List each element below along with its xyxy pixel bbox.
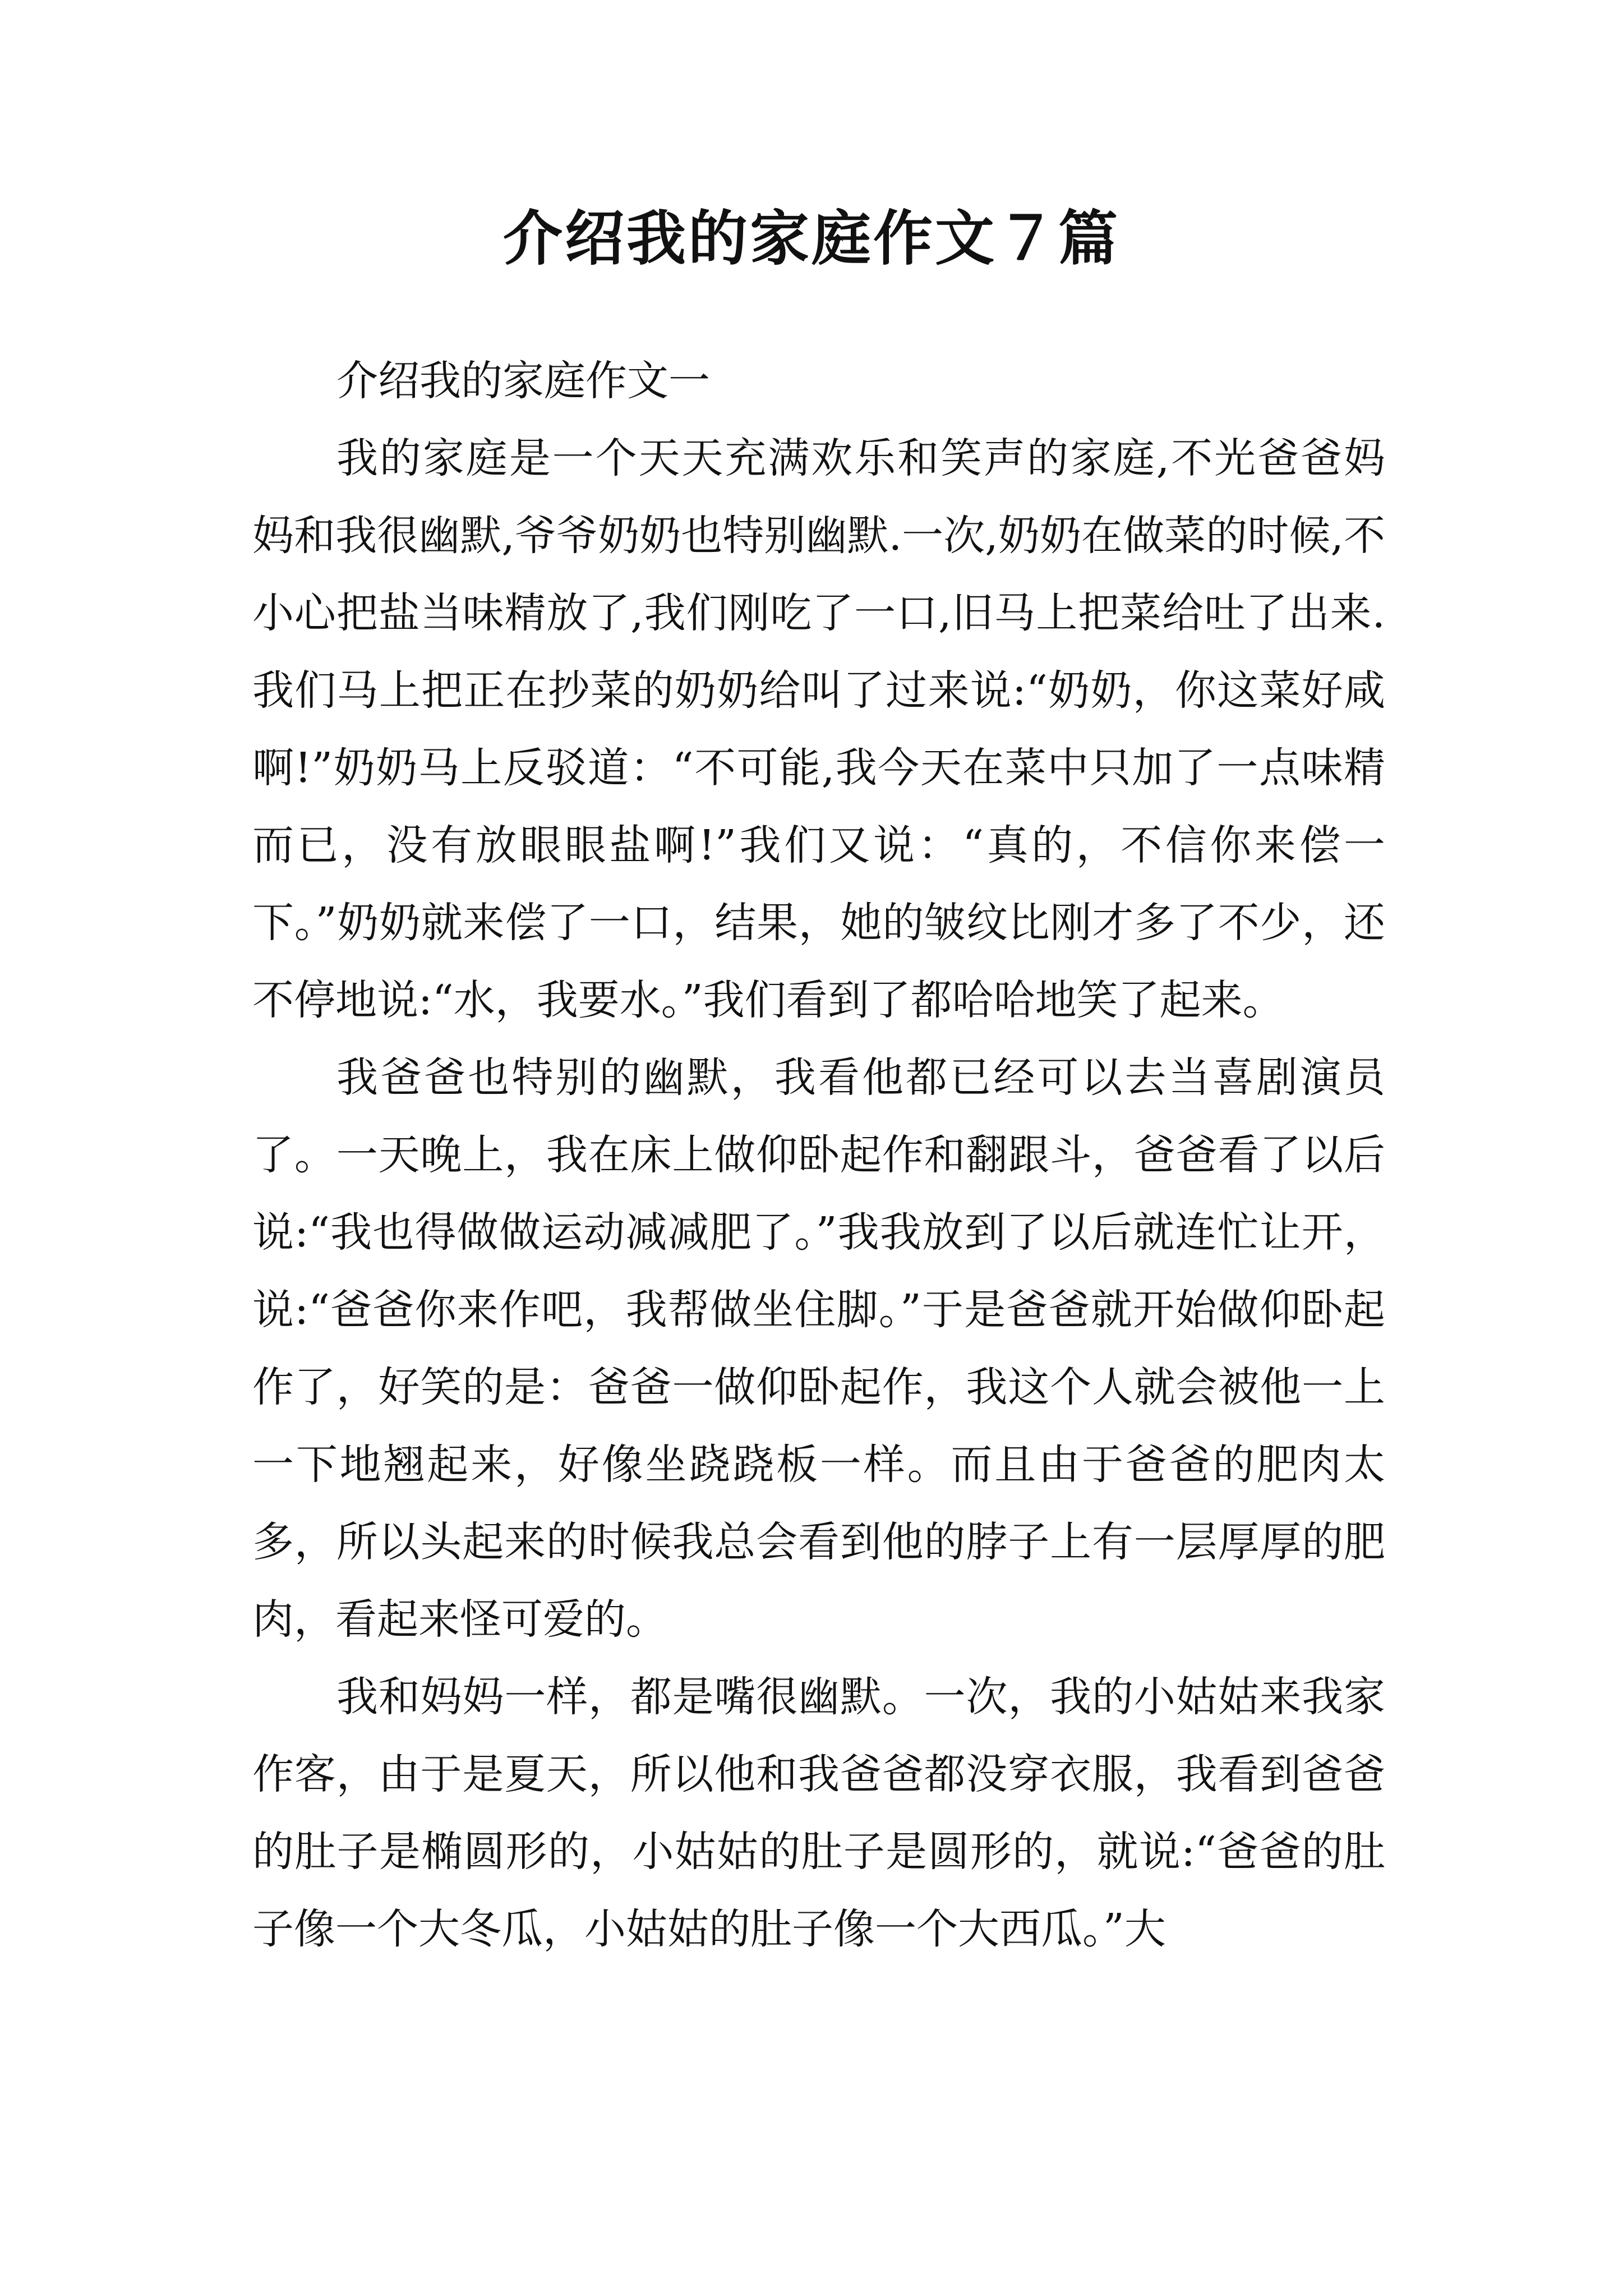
paragraph: 我爸爸也特别的幽默，我看他都已经可以去当喜剧演员了。一天晚上，我在床上做仰卧起作和翻跟斗，爸爸看了以后说:“我也得做做运动减减肥了。”我我放到了以后就连忙让开，说:“爸爸你来作吧，我帮做坐住脚。”于是爸爸就开始做仰卧起作了，好笑的是：爸爸一做仰卧起作，我这个人就会被他一上一下地翘起来，好像坐跷跷板一样。而且由于爸爸的肥肉太多，所以头起来的时候我总会看到他的脖子上有一层厚厚的肥肉，看起来怪可爱的。	[252, 1053, 1385, 1644]
document-title: 介绍我的家庭作文７篇	[503, 203, 1120, 273]
paragraph: 我的家庭是一个天天充满欢乐和笑声的家庭,不光爸爸妈妈和我很幽默,爷爷奶奶也特别幽默.一次,奶奶在做菜的时候,不小心把盐当味精放了,我们刚吃了一口,旧马上把菜给吐了出来.我们马上把正在抄菜的奶奶给叫了过来说:“奶奶，你这菜好咸啊!”奶奶马上反驳道：“不可能,我今天在菜中只加了一点味精而已，没有放眼眼盐啊!”我们又说：“真的，不信你来偿一下。”奶奶就来偿了一口，结果，她的皱纹比刚才多了不少，还不停地说:“水，我要水。”我们看到了都哈哈地笑了起来。	[252, 434, 1385, 1024]
section-heading: 介绍我的家庭作文一	[336, 357, 710, 405]
document-body	[252, 342, 1385, 1968]
paragraph: 我和妈妈一样，都是嘴很幽默。一次，我的小姑姑来我家作客，由于是夏天，所以他和我爸爸都没穿衣服，我看到爸爸的肚子是椭圆形的，小姑姑的肚子是圆形的，就说:“爸爸的肚子像一个大冬瓜，小姑姑的肚子像一个大西瓜。”大	[252, 1673, 1385, 1953]
